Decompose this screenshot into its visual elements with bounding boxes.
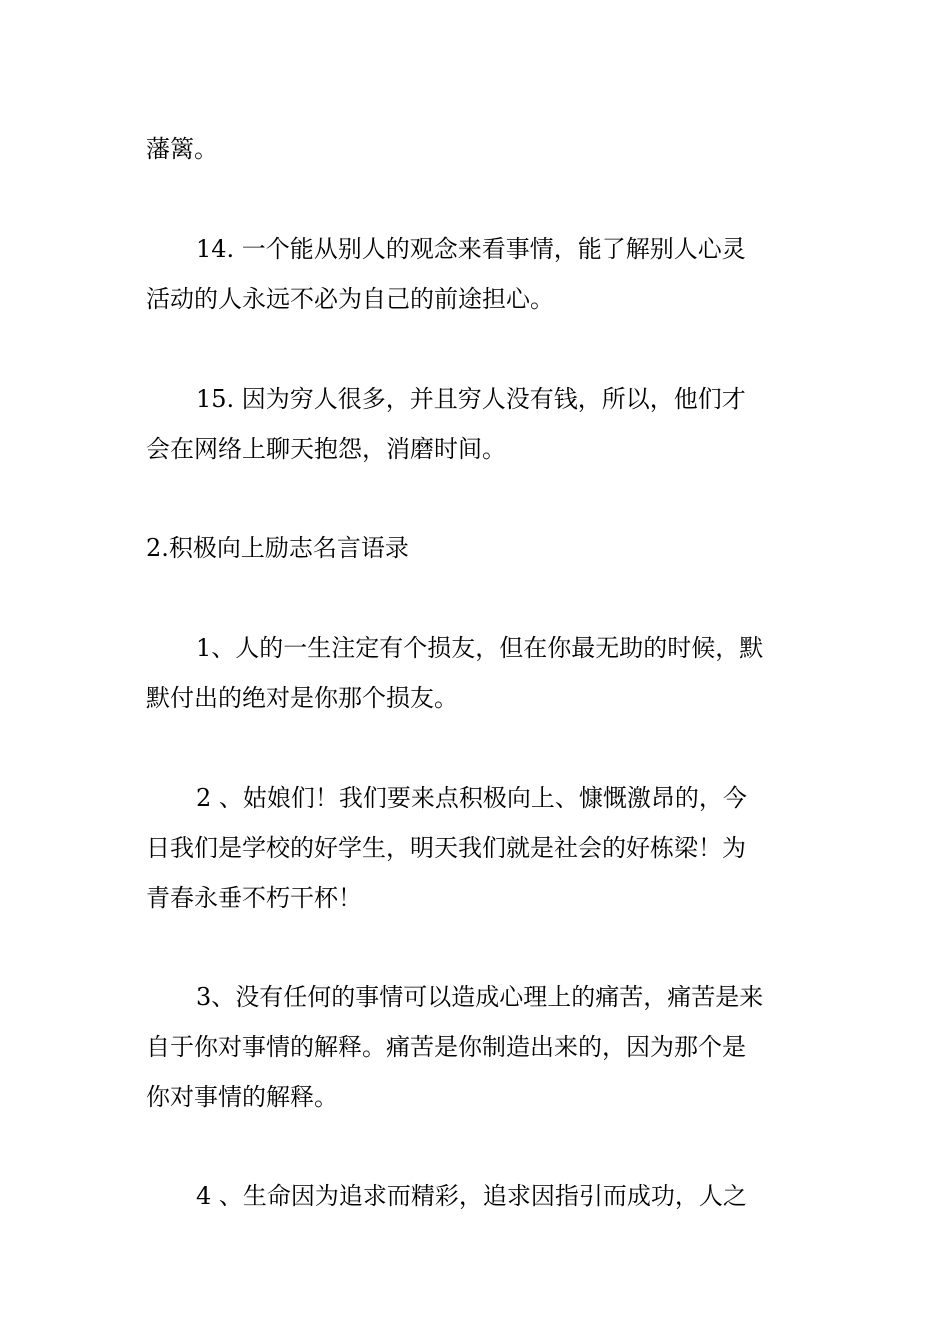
quote-4 <box>146 1171 810 1221</box>
quote-14 <box>146 224 810 324</box>
section-heading <box>146 523 810 573</box>
quote-2 <box>146 773 810 923</box>
text-line: 会在网络上聊天抱怨，消磨时间。 <box>146 435 506 463</box>
text-line: 你对事情的解释。 <box>146 1083 338 1111</box>
text-line: 活动的人永远不必为自己的前途担心。 <box>146 285 554 313</box>
quote-3 <box>146 972 810 1122</box>
quote-15 <box>146 374 810 474</box>
quote-1 <box>146 623 810 723</box>
text-line: 藩篱。 <box>146 135 218 163</box>
text-line: 青春永垂不朽干杯！ <box>146 884 362 912</box>
text-line: 1、人的一生注定有个损友，但在你最无助的时候，默 <box>196 634 764 662</box>
text-line: 4 、生命因为追求而精彩，追求因指引而成功，人之 <box>196 1182 747 1210</box>
text-line: 2 、姑娘们！我们要来点积极向上、慷慨激昂的，今 <box>196 784 747 812</box>
text-line: 14. 一个能从别人的观念来看事情，能了解别人心灵 <box>196 235 746 263</box>
paragraph-continuation <box>146 124 810 174</box>
text-line: 15. 因为穷人很多，并且穷人没有钱，所以，他们才 <box>196 385 746 413</box>
heading-text: 2.积极向上励志名言语录 <box>146 534 409 562</box>
text-line: 默付出的绝对是你那个损友。 <box>146 684 458 712</box>
text-line: 自于你对事情的解释。痛苦是你制造出来的，因为那个是 <box>146 1033 746 1061</box>
text-line: 日我们是学校的好学生，明天我们就是社会的好栋梁！为 <box>146 834 746 862</box>
text-line: 3、没有任何的事情可以造成心理上的痛苦，痛苦是来 <box>196 983 764 1011</box>
